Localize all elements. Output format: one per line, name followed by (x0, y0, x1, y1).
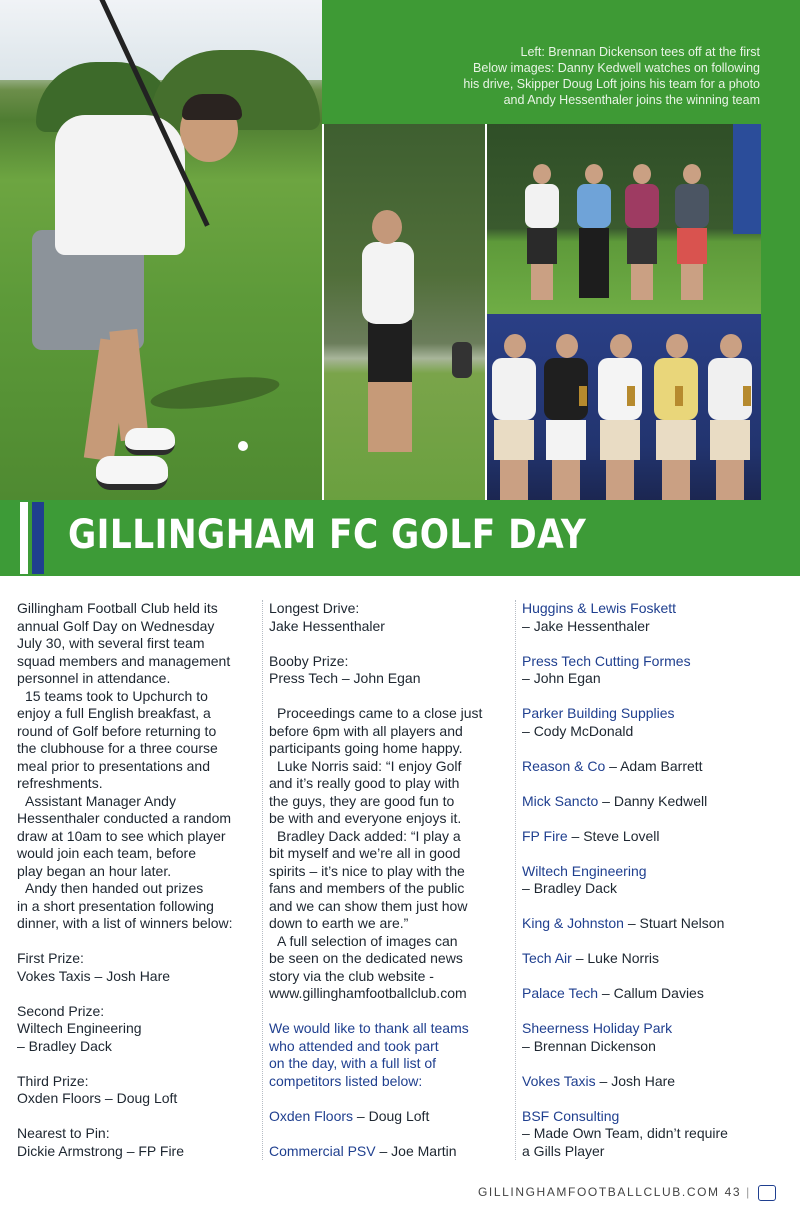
competitor-player: Stuart Nelson (639, 915, 725, 931)
prize-label: Third Prize: (17, 1072, 89, 1089)
competitor-player: Luke Norris (587, 950, 659, 966)
competitor-entry: Reason & Co – Adam Barrett (522, 757, 703, 774)
club-logo-icon (758, 1185, 776, 1201)
body-line: enjoy a full English breakfast, a (17, 705, 211, 721)
body-line: draw at 10am to see which player (17, 827, 226, 844)
green-edge (761, 124, 800, 502)
competitor-team: BSF Consulting (522, 1107, 620, 1124)
competitor-player-name: John Egan (533, 670, 601, 686)
competitor-team: Huggins & Lewis Foskett (522, 600, 677, 616)
competitor-team: Sheerness Holiday Park (522, 1020, 673, 1036)
column-divider (515, 600, 516, 1160)
caption-line: and Andy Hessenthaler joins the winning team (503, 93, 760, 107)
column-1 (17, 600, 257, 1160)
competitor-team: Reason & Co (522, 757, 606, 774)
competitor-player: Josh Hare (611, 1072, 676, 1089)
body-line: participants going home happy. (269, 740, 463, 756)
body-line: Hessenthaler conducted a random (17, 810, 232, 826)
competitor-player-name: Cody McDonald (533, 722, 634, 739)
competitor-player: – Cody McDonald (522, 722, 634, 739)
body-line: fans and members of the public (269, 880, 465, 896)
competitor-team: King & Johnston (522, 915, 624, 931)
competitor-team: Press Tech Cutting Formes (522, 652, 691, 669)
competitor-player: Danny Kedwell (613, 792, 708, 809)
body-line: before 6pm with all players and (269, 722, 463, 739)
body-line: and we can show them just how (269, 897, 468, 914)
photo-danny-kedwell (324, 124, 485, 502)
page-footer: GILLINGHAMFOOTBALLCLUB.COM 43 | (478, 1185, 776, 1201)
body-line: down to earth we are.” (269, 915, 409, 931)
body-line: the clubhouse for a three course (17, 740, 218, 756)
thanks-line: who attended and took part (269, 1037, 439, 1054)
body-line: refreshments. (17, 775, 103, 791)
website-link[interactable]: www.gillinghamfootballclub.com (269, 985, 467, 1001)
competitor-player: – Jake Hessenthaler (522, 617, 650, 634)
competitor-player: Doug Loft (368, 1107, 430, 1124)
body-line: Bradley Dack added: “I play a (277, 827, 461, 844)
photo-doug-loft-team (487, 124, 761, 314)
competitor-entry: Commercial PSV – Joe Martin (269, 1142, 457, 1159)
prize-value: Dickie Armstrong – FP Fire (17, 1142, 185, 1159)
footer-page-number: 43 (724, 1185, 742, 1200)
body-line: be seen on the dedicated news (269, 950, 463, 966)
competitor-player-name: Bradley Dack (533, 880, 617, 896)
prize-value: Press Tech – John Egan (269, 670, 421, 686)
prize-label: Longest Drive: (269, 600, 360, 616)
competitor-player: Steve Lovell (583, 827, 660, 844)
competitor-entry: King & Johnston – Stuart Nelson (522, 915, 725, 931)
prize-label: First Prize: (17, 950, 84, 966)
competitor-team: Parker Building Supplies (522, 705, 675, 721)
intro-line: July 30, with several first team (17, 635, 205, 651)
competitor-player: – Bradley Dack (522, 880, 617, 896)
competitor-player-name: Brennan Dickenson (533, 1037, 656, 1054)
body-line: the guys, they are good fun to (269, 792, 455, 809)
competitor-entry: Tech Air – Luke Norris (522, 950, 659, 966)
intro-line: Gillingham Football Club held its (17, 600, 218, 616)
prize-value: Jake Hessenthaler (269, 617, 385, 634)
column-divider (262, 600, 263, 1160)
body-line: play began an hour later. (17, 862, 172, 879)
competitor-team: Commercial PSV (269, 1142, 376, 1159)
competitor-team: Tech Air (522, 950, 572, 966)
body-line: be with and everyone enjoys it. (269, 810, 462, 826)
competitor-entry: Palace Tech – Callum Davies (522, 985, 704, 1001)
competitor-entry: FP Fire – Steve Lovell (522, 827, 660, 844)
intro-line: squad members and management (17, 652, 231, 669)
body-line: would join each team, before (17, 845, 196, 861)
photo-brennan-dickenson (0, 0, 322, 500)
article-title: GILLINGHAM FC GOLF DAY (68, 512, 587, 558)
competitor-player-name: Made Own Team, didn’t require (533, 1125, 728, 1141)
column-3 (522, 600, 792, 1160)
photo-caption (340, 44, 760, 108)
competitor-player: Callum Davies (613, 985, 704, 1001)
intro-line: personnel in attendance. (17, 670, 171, 686)
body-line: Luke Norris said: “I enjoy Golf (277, 757, 462, 774)
photo-winning-team (487, 314, 761, 502)
prize-value: Vokes Taxis – Josh Hare (17, 967, 171, 984)
body-line: bit myself and we’re all in good (269, 845, 461, 861)
competitor-entry: Mick Sancto – Danny Kedwell (522, 792, 708, 809)
competitor-team: Wiltech Engineering (522, 862, 647, 879)
intro-line: annual Golf Day on Wednesday (17, 617, 215, 634)
thanks-line: on the day, with a full list of (269, 1055, 437, 1071)
title-accent-blue (32, 502, 44, 574)
caption-line: Left: Brennan Dickenson tees off at the first (520, 45, 760, 59)
competitor-player: – John Egan (522, 670, 601, 686)
prize-label: Second Prize: (17, 1002, 105, 1019)
thanks-line: competitors listed below: (269, 1072, 423, 1089)
competitor-team: Vokes Taxis (522, 1072, 596, 1089)
prize-label: Nearest to Pin: (17, 1125, 110, 1141)
prize-value: – Bradley Dack (17, 1037, 112, 1054)
competitor-team: Oxden Floors (269, 1107, 354, 1124)
body-line: 15 teams took to Upchurch to (25, 687, 208, 704)
body-line: in a short presentation following (17, 897, 214, 914)
body-line: and it’s really good to play with (269, 775, 460, 791)
body-line: Assistant Manager Andy (25, 792, 176, 809)
competitor-player-name: Jake Hessenthaler (533, 617, 650, 634)
competitor-player: – Made Own Team, didn’t require (522, 1125, 728, 1141)
column-2 (269, 600, 511, 1160)
body-line: Andy then handed out prizes (25, 880, 204, 896)
body-line: spirits – it’s nice to play with the (269, 862, 465, 879)
competitor-player: – Brennan Dickenson (522, 1037, 656, 1054)
body-line: dinner, with a list of winners below: (17, 915, 233, 931)
body-line: Proceedings came to a close just (277, 705, 483, 721)
competitor-entry: Vokes Taxis – Josh Hare (522, 1072, 676, 1089)
body-line: story via the club website - (269, 967, 434, 984)
competitor-team: Mick Sancto (522, 792, 599, 809)
body-line: A full selection of images can (277, 932, 458, 949)
competitor-team: FP Fire (522, 827, 568, 844)
prize-value: Wiltech Engineering (17, 1020, 142, 1036)
competitor-player: Adam Barrett (620, 757, 703, 774)
body-line: round of Golf before returning to (17, 722, 217, 739)
competitor-player: Joe Martin (391, 1142, 457, 1159)
caption-line: Below images: Danny Kedwell watches on following (473, 61, 760, 75)
title-accent-white (20, 502, 28, 574)
prize-value: Oxden Floors – Doug Loft (17, 1090, 178, 1106)
thanks-line: We would like to thank all teams (269, 1020, 469, 1036)
competitor-player-cont: a Gills Player (522, 1142, 605, 1159)
body-line: meal prior to presentations and (17, 757, 210, 774)
prize-label: Booby Prize: (269, 652, 349, 669)
caption-line: his drive, Skipper Doug Loft joins his team for a photo (463, 77, 760, 91)
competitor-team: Palace Tech (522, 985, 599, 1001)
competitor-entry: Oxden Floors – Doug Loft (269, 1107, 430, 1124)
footer-site: GILLINGHAMFOOTBALLCLUB.COM (478, 1185, 720, 1200)
